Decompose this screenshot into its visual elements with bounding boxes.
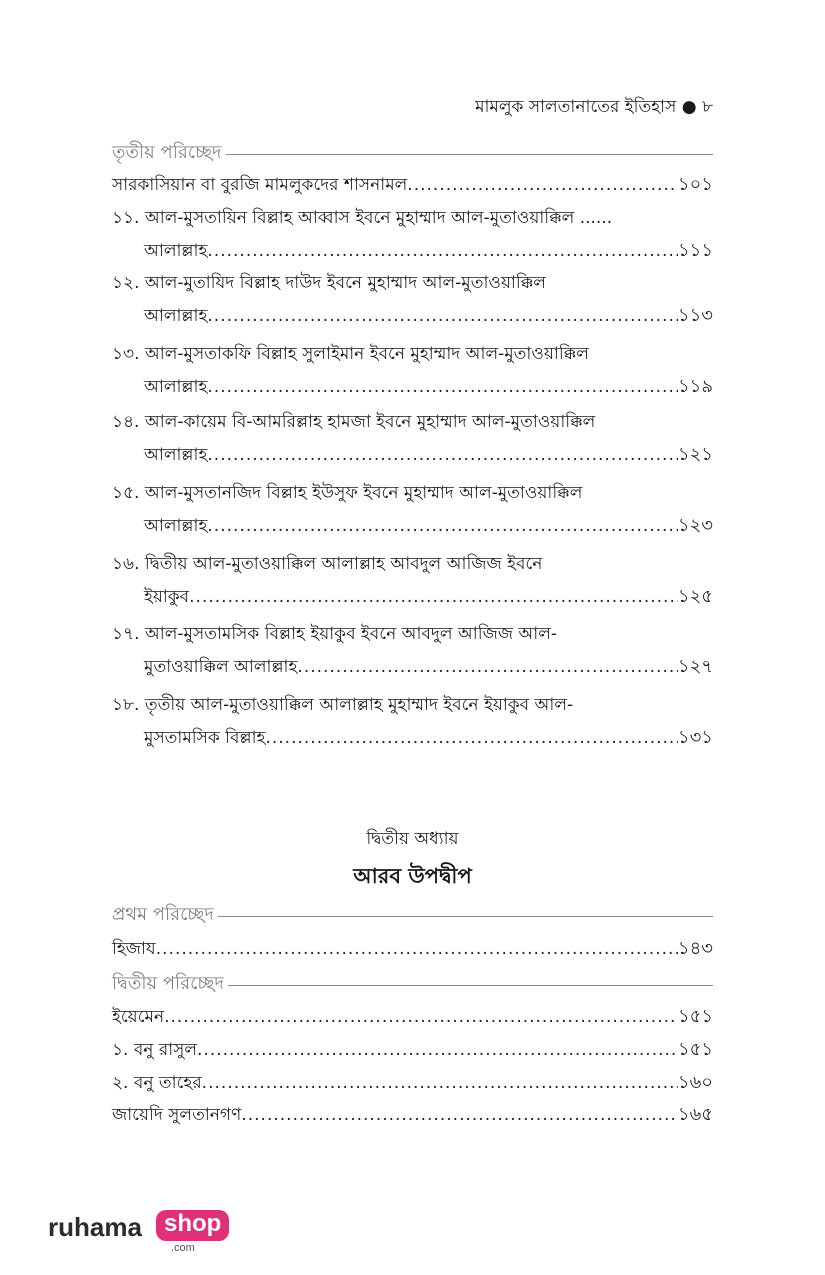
toc-entry[interactable]	[112, 1039, 713, 1061]
toc-entry-title: হিজায	[112, 939, 156, 959]
toc-entry-title-cont: আলাল্লাহ	[144, 516, 208, 536]
toc-page-number: ১২৫	[677, 586, 713, 607]
watermark-brand-left: ruhama	[48, 1212, 142, 1242]
toc-entry-title: ১১. আল-মুসতায়িন বিল্লাহ আব্বাস ইবনে মুহাম্মাদ আল-মুতাওয়াক্কিল ......	[112, 208, 613, 228]
toc-entry-title: ১৪. আল-কায়েম বি-আমরিল্লাহ হামজা ইবনে মুহাম্মাদ আল-মুতাওয়াক্কিল	[112, 412, 596, 432]
ruhamashop-watermark	[48, 1210, 228, 1260]
toc-entry[interactable]	[112, 938, 713, 960]
watermark-brand-right: shop	[156, 1210, 229, 1241]
toc-entry-title: ১৮. তৃতীয় আল-মুতাওয়াক্কিল আলাল্লাহ মুহাম্মাদ ইবনে ইয়াকুব আল-	[112, 695, 574, 715]
chapter-label: দ্বিতীয় অধ্যায়	[366, 829, 459, 849]
leader-dots	[265, 727, 677, 749]
toc-entry[interactable]	[112, 623, 713, 678]
leader-dots	[241, 1104, 678, 1126]
heading-rule	[226, 154, 714, 155]
heading-rule	[228, 985, 713, 986]
leader-dots	[207, 240, 678, 262]
toc-page-number: ১২১	[677, 444, 713, 465]
leader-dots	[297, 656, 677, 678]
toc-page-number: ১৫১	[677, 1039, 713, 1060]
toc-entry[interactable]	[112, 1072, 713, 1094]
leader-dots	[207, 515, 678, 537]
toc-entry-title: ১. বনু রাসুল	[112, 1040, 198, 1060]
toc-entry[interactable]	[112, 272, 713, 327]
running-header: মামলুক সালতানাতের ইতিহাস ● ৮	[475, 97, 713, 117]
toc-entry[interactable]	[112, 174, 713, 196]
leader-dots	[202, 1072, 678, 1094]
toc-page-number: ১১৯	[677, 376, 713, 397]
toc-entry-title-cont: মুতাওয়াক্কিল আলাল্লাহ	[144, 657, 298, 677]
toc-entry[interactable]	[112, 343, 713, 398]
toc-entry-title: ১৭. আল-মুসতামসিক বিল্লাহ ইয়াকুব ইবনে আবদুল আজিজ আল-	[112, 624, 558, 644]
toc-page-number: ১৪৩	[677, 938, 713, 959]
toc-entry-title-cont: মুসতামসিক বিল্লাহ	[144, 728, 266, 748]
toc-entry[interactable]	[112, 1006, 713, 1028]
section-heading-third	[112, 140, 713, 166]
toc-entry-title-cont: ইয়াকুব	[144, 587, 190, 607]
toc-entry-title: জায়েদি সুলতানগণ	[112, 1105, 242, 1125]
toc-entry[interactable]	[112, 411, 713, 466]
toc-entry-title-cont: আলাল্লাহ	[144, 306, 208, 326]
leader-dots	[207, 444, 678, 466]
leader-dots	[189, 586, 678, 608]
leader-dots	[207, 376, 678, 398]
toc-page-number: ১৫১	[677, 1006, 713, 1027]
section-heading-second	[112, 971, 713, 997]
section-heading-label: দ্বিতীয় পরিচ্ছেদ	[112, 972, 224, 994]
toc-entry[interactable]	[112, 207, 713, 262]
toc-entry-title: ১৩. আল-মুসতাকফি বিল্লাহ সুলাইমান ইবনে মুহাম্মাদ আল-মুতাওয়াক্কিল	[112, 344, 589, 364]
toc-entry-title: ১২. আল-মুতাযিদ বিল্লাহ দাউদ ইবনে মুহাম্মাদ আল-মুতাওয়াক্কিল	[112, 273, 546, 293]
toc-entry-title-cont: আলাল্লাহ	[144, 241, 208, 261]
toc-page-number: ১১৩	[677, 305, 713, 326]
toc-entry[interactable]	[112, 1104, 713, 1126]
leader-dots	[164, 1006, 678, 1028]
toc-entry[interactable]	[112, 694, 713, 749]
section-heading-first	[112, 902, 713, 928]
toc-entry[interactable]	[112, 482, 713, 537]
toc-page-number: ১০১	[677, 174, 713, 195]
heading-rule	[218, 916, 713, 917]
toc-entry-title: ইয়েমেন	[112, 1007, 165, 1027]
chapter-title: আরব উপদ্বীপ	[353, 864, 472, 888]
toc-page-number: ১১১	[677, 240, 713, 261]
toc-page-number: ১২৩	[677, 515, 713, 536]
toc-entry-title: সারকাসিয়ান বা বুরজি মামলুকদের শাসনামল	[112, 175, 408, 195]
section-heading-label: প্রথম পরিচ্ছেদ	[112, 903, 214, 925]
toc-entry-title: ১৫. আল-মুসতানজিদ বিল্লাহ ইউসুফ ইবনে মুহাম্মাদ আল-মুতাওয়াক্কিল	[112, 483, 583, 503]
section-heading-label: তৃতীয় পরিচ্ছেদ	[112, 141, 222, 163]
leader-dots	[197, 1039, 678, 1061]
toc-page-number: ১৩১	[677, 727, 713, 748]
toc-page-number: ১২৭	[677, 656, 713, 677]
leader-dots	[207, 305, 678, 327]
leader-dots	[156, 938, 678, 960]
leader-dots	[407, 174, 678, 196]
toc-entry-title-cont: আলাল্লাহ	[144, 377, 208, 397]
toc-entry-title: ১৬. দ্বিতীয় আল-মুতাওয়াক্কিল আলাল্লাহ আবদুল আজিজ ইবনে	[112, 554, 543, 574]
watermark-domain: .com	[171, 1242, 195, 1254]
toc-entry[interactable]	[112, 553, 713, 608]
toc-page-number: ১৬০	[677, 1072, 713, 1093]
toc-entry-title-cont: আলাল্লাহ	[144, 445, 208, 465]
toc-page-number: ১৬৫	[677, 1104, 713, 1125]
toc-entry-title: ২. বনু তাহের	[112, 1073, 202, 1093]
